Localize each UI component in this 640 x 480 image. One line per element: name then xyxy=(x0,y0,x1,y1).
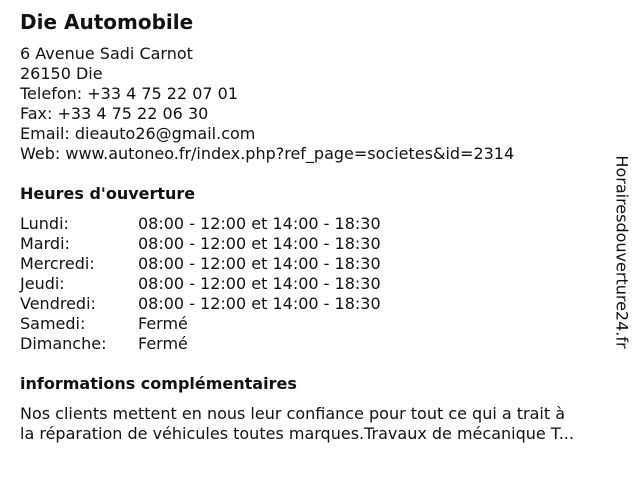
day-label: Lundi: xyxy=(20,214,69,233)
info-line-1: Nos clients mettent en nous leur confiance pour tout ce qui a trait à xyxy=(20,404,566,423)
phone-number[interactable]: Telefon: +33 4 75 22 07 01 xyxy=(20,84,239,103)
email-address[interactable]: Email: dieauto26@gmail.com xyxy=(20,124,256,143)
hours-row-monday xyxy=(20,214,440,234)
business-name: Die Automobile xyxy=(20,10,194,34)
day-label: Samedi: xyxy=(20,314,86,333)
hours-row-sunday xyxy=(20,334,440,354)
day-label: Jeudi: xyxy=(20,274,65,293)
info-line-2: la réparation de véhicules toutes marques.Travaux de mécanique T... xyxy=(20,424,574,443)
additional-info-text xyxy=(20,404,624,444)
site-watermark: Horairesdouverture24.fr xyxy=(612,155,632,349)
hours-value: 08:00 - 12:00 et 14:00 - 18:30 xyxy=(138,214,381,233)
day-label: Dimanche: xyxy=(20,334,107,353)
hours-value: 08:00 - 12:00 et 14:00 - 18:30 xyxy=(138,294,381,313)
hours-value: 08:00 - 12:00 et 14:00 - 18:30 xyxy=(138,274,381,293)
hours-row-thursday xyxy=(20,274,440,294)
additional-info-heading: informations complémentaires xyxy=(20,374,297,393)
hours-row-tuesday xyxy=(20,234,440,254)
hours-value: Fermé xyxy=(138,334,188,353)
hours-row-saturday xyxy=(20,314,440,334)
address-street: 6 Avenue Sadi Carnot xyxy=(20,44,193,63)
hours-value: Fermé xyxy=(138,314,188,333)
hours-value: 08:00 - 12:00 et 14:00 - 18:30 xyxy=(138,234,381,253)
day-label: Mardi: xyxy=(20,234,70,253)
opening-hours-table xyxy=(20,214,440,354)
address-city: 26150 Die xyxy=(20,64,103,83)
website-link[interactable]: Web: www.autoneo.fr/index.php?ref_page=societes&id=2314 xyxy=(20,144,515,163)
hours-row-wednesday xyxy=(20,254,440,274)
hours-row-friday xyxy=(20,294,440,314)
hours-value: 08:00 - 12:00 et 14:00 - 18:30 xyxy=(138,254,381,273)
contact-block xyxy=(20,44,514,164)
fax-number: Fax: +33 4 75 22 06 30 xyxy=(20,104,209,123)
opening-hours-heading: Heures d'ouverture xyxy=(20,184,196,203)
day-label: Vendredi: xyxy=(20,294,96,313)
day-label: Mercredi: xyxy=(20,254,95,273)
